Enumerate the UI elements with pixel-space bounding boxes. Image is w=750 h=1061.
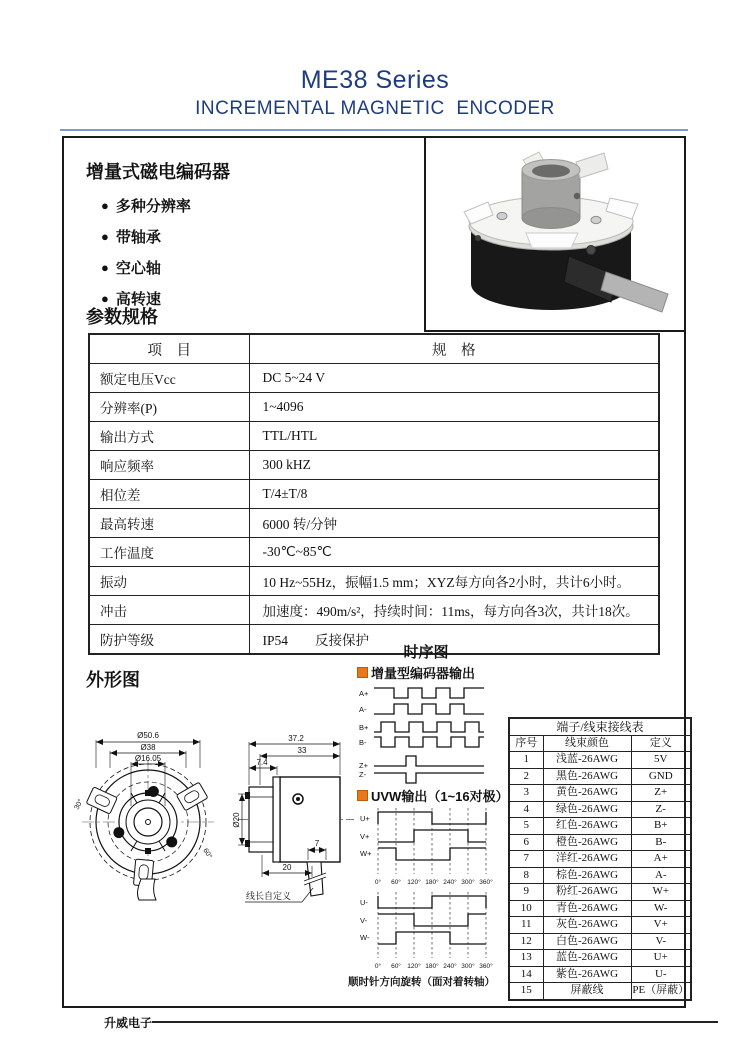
specs-table bbox=[88, 333, 660, 655]
specs-col-item: 项 目 bbox=[89, 334, 249, 364]
wiring-row bbox=[509, 801, 691, 818]
wire-no: 3 bbox=[509, 785, 543, 802]
specs-title: 参数规格 bbox=[86, 307, 158, 327]
spec-row bbox=[89, 596, 659, 625]
wire-def: V+ bbox=[631, 917, 691, 934]
wire-color: 黄色-26AWG bbox=[543, 785, 631, 802]
wire-def: U- bbox=[631, 966, 691, 983]
spec-item: 相位差 bbox=[89, 480, 249, 509]
a-plus-wave bbox=[374, 688, 484, 698]
spec-value: 加速度：490m/s²，持续时间：11ms，每方向各3次，共计18次。 bbox=[249, 596, 659, 625]
spec-row bbox=[89, 538, 659, 567]
b-plus-wave bbox=[374, 722, 484, 732]
u-plus-wave bbox=[378, 812, 486, 824]
page-subtitle: INCREMENTAL MAGNETIC ENCODER bbox=[195, 98, 555, 119]
bullet-icon: ● bbox=[101, 229, 109, 244]
wiring-row bbox=[509, 884, 691, 901]
wiring-title: 端子/线束接线表 bbox=[509, 718, 691, 735]
timing-title: 时序图 bbox=[403, 644, 449, 661]
signal-label: A- bbox=[359, 705, 367, 714]
wire-def: V- bbox=[631, 933, 691, 950]
dim-label: 7.4 bbox=[256, 758, 268, 767]
degree-tick: 180° bbox=[425, 879, 439, 886]
cable-note: 线长自定义 bbox=[246, 891, 292, 901]
wire-no: 15 bbox=[509, 983, 543, 1000]
orange-square-icon bbox=[357, 667, 368, 678]
wiring-row bbox=[509, 983, 691, 1000]
incremental-output-label: 增量型编码器输出 bbox=[357, 663, 475, 682]
outline-drawing bbox=[68, 698, 360, 910]
front-cable bbox=[138, 879, 156, 900]
body-screw-left bbox=[475, 235, 481, 241]
spec-item: 输出方式 bbox=[89, 422, 249, 451]
wiring-header-row bbox=[509, 735, 691, 752]
wire-color: 灰色-26AWG bbox=[543, 917, 631, 934]
wiring-row bbox=[509, 867, 691, 884]
flange-screw-right bbox=[591, 216, 601, 223]
wiring-row bbox=[509, 785, 691, 802]
signal-label: Z+ bbox=[359, 761, 368, 770]
wiring-row bbox=[509, 950, 691, 967]
wire-def: W+ bbox=[631, 884, 691, 901]
angle-label: 30° bbox=[73, 798, 85, 811]
dim-label: Ø16.05 bbox=[134, 754, 162, 763]
z-minus-wave bbox=[374, 773, 484, 783]
body-screw bbox=[587, 246, 596, 255]
wire-no: 13 bbox=[509, 950, 543, 967]
wire-def: U+ bbox=[631, 950, 691, 967]
wiring-row bbox=[509, 933, 691, 950]
degree-tick: 300° bbox=[461, 879, 475, 886]
signal-label: B- bbox=[359, 738, 367, 747]
wire-no: 1 bbox=[509, 752, 543, 769]
wiring-col-def: 定义 bbox=[631, 735, 691, 752]
orange-square-icon bbox=[357, 790, 368, 801]
encoder-photo bbox=[426, 138, 684, 330]
degree-tick: 240° bbox=[443, 963, 457, 970]
dim-label: 37.2 bbox=[288, 734, 304, 743]
spec-value: 10 Hz~55Hz，振幅1.5 mm；XYZ每方向各2小时，共计6小时。 bbox=[249, 567, 659, 596]
wire-color: 洋红-26AWG bbox=[543, 851, 631, 868]
header-rule bbox=[60, 129, 688, 131]
feature-item bbox=[101, 221, 191, 252]
footer-company: 升威电子 bbox=[104, 1016, 153, 1030]
wire-color: 青色-26AWG bbox=[543, 900, 631, 917]
wire-no: 7 bbox=[509, 851, 543, 868]
wire-color: 黑色-26AWG bbox=[543, 768, 631, 785]
u-minus-wave bbox=[378, 896, 486, 908]
wiring-row bbox=[509, 768, 691, 785]
intro-title: 增量式磁电编码器 bbox=[86, 162, 230, 182]
feature-label: 高转速 bbox=[115, 291, 161, 308]
wire-color: 蓝色-26AWG bbox=[543, 950, 631, 967]
wire-def: W- bbox=[631, 900, 691, 917]
signal-label: B+ bbox=[359, 723, 369, 732]
wire-color: 粉红-26AWG bbox=[543, 884, 631, 901]
wire-def: 5V bbox=[631, 752, 691, 769]
wiring-title-row bbox=[509, 718, 691, 735]
degree-tick: 60° bbox=[391, 963, 401, 970]
uvw-negative-waveforms bbox=[358, 890, 494, 972]
wire-color: 紫色-26AWG bbox=[543, 966, 631, 983]
degree-tick: 0° bbox=[374, 879, 382, 886]
degree-tick: 360° bbox=[479, 963, 493, 970]
feature-item bbox=[101, 252, 191, 283]
wire-def: PE（屏蔽） bbox=[631, 983, 691, 1000]
dim-label: Ø20 bbox=[232, 812, 241, 828]
wire-no: 10 bbox=[509, 900, 543, 917]
wire-color: 屏蔽线 bbox=[543, 983, 631, 1000]
feature-label: 多种分辨率 bbox=[115, 198, 191, 215]
wire-color: 红色-26AWG bbox=[543, 818, 631, 835]
spec-item: 额定电压Vcc bbox=[89, 364, 249, 393]
signal-label: U+ bbox=[360, 814, 370, 823]
dim-label: Ø38 bbox=[140, 743, 156, 752]
degree-tick: 300° bbox=[461, 963, 475, 970]
a-minus-wave bbox=[374, 704, 484, 714]
wire-no: 9 bbox=[509, 884, 543, 901]
angle-label: 60° bbox=[201, 847, 213, 861]
wire-def: A+ bbox=[631, 851, 691, 868]
footer-rule bbox=[152, 1021, 718, 1023]
feature-label: 带轴承 bbox=[115, 229, 161, 246]
spec-value: TTL/HTL bbox=[249, 422, 659, 451]
rotation-note: 顺时针方向旋转（面对着转轴） bbox=[348, 976, 495, 988]
set-screw bbox=[574, 193, 580, 199]
wiring-col-color: 线束颜色 bbox=[543, 735, 631, 752]
wire-color: 棕色-26AWG bbox=[543, 867, 631, 884]
signal-label: U- bbox=[360, 898, 368, 907]
wire-no: 4 bbox=[509, 801, 543, 818]
degree-axis bbox=[375, 878, 493, 886]
specs-header-row bbox=[89, 334, 659, 364]
spec-row bbox=[89, 393, 659, 422]
wire-no: 12 bbox=[509, 933, 543, 950]
bullet-icon: ● bbox=[101, 198, 109, 213]
wire-color: 白色-26AWG bbox=[543, 933, 631, 950]
wire-no: 5 bbox=[509, 818, 543, 835]
degree-tick: 180° bbox=[425, 963, 439, 970]
wire-def: B+ bbox=[631, 818, 691, 835]
spec-value: 300 kHZ bbox=[249, 451, 659, 480]
wire-def: A- bbox=[631, 867, 691, 884]
outline-title: 外形图 bbox=[86, 670, 140, 690]
wiring-row bbox=[509, 851, 691, 868]
wire-def: GND bbox=[631, 768, 691, 785]
spec-item: 冲击 bbox=[89, 596, 249, 625]
signal-label: W+ bbox=[360, 849, 372, 858]
bullet-icon: ● bbox=[101, 291, 109, 306]
spec-row bbox=[89, 480, 659, 509]
b-minus-wave bbox=[374, 737, 484, 747]
wiring-row bbox=[509, 834, 691, 851]
wire-def: B- bbox=[631, 834, 691, 851]
bullet-icon: ● bbox=[101, 260, 109, 275]
degree-axis bbox=[375, 962, 493, 970]
wiring-table bbox=[508, 717, 692, 1001]
wiring-col-no: 序号 bbox=[509, 735, 543, 752]
spec-row bbox=[89, 364, 659, 393]
dim-label: 33 bbox=[297, 746, 307, 755]
signal-label: W- bbox=[360, 933, 370, 942]
wire-no: 14 bbox=[509, 966, 543, 983]
wiring-row bbox=[509, 900, 691, 917]
spec-item: 振动 bbox=[89, 567, 249, 596]
spec-item: 防护等级 bbox=[89, 625, 249, 655]
incremental-waveforms bbox=[358, 684, 490, 788]
wiring-row bbox=[509, 752, 691, 769]
mount-tab bbox=[176, 782, 208, 811]
spec-value: T/4±T/8 bbox=[249, 480, 659, 509]
uvw-output-label: UVW输出（1~16对极） bbox=[357, 786, 509, 805]
flange-notch bbox=[526, 233, 578, 248]
spec-row bbox=[89, 422, 659, 451]
page-title: ME38 Series bbox=[300, 66, 450, 94]
spec-row bbox=[89, 509, 659, 538]
wire-color: 绿色-26AWG bbox=[543, 801, 631, 818]
feature-item bbox=[101, 190, 191, 221]
degree-tick: 240° bbox=[443, 879, 457, 886]
feature-label: 空心轴 bbox=[115, 260, 161, 277]
signal-label: V+ bbox=[360, 832, 370, 841]
spec-row bbox=[89, 451, 659, 480]
wire-def: Z- bbox=[631, 801, 691, 818]
collar-bottom bbox=[522, 208, 580, 229]
wire-color: 浅蓝-26AWG bbox=[543, 752, 631, 769]
flange-screw-left bbox=[497, 212, 507, 219]
wire-def: Z+ bbox=[631, 785, 691, 802]
wire-no: 8 bbox=[509, 867, 543, 884]
spec-item: 响应频率 bbox=[89, 451, 249, 480]
cable bbox=[601, 272, 668, 312]
degree-tick: 60° bbox=[391, 879, 401, 886]
wiring-row bbox=[509, 917, 691, 934]
feature-list bbox=[101, 190, 191, 314]
degree-tick: 360° bbox=[479, 879, 493, 886]
spec-value: IP54 反接保护 bbox=[249, 625, 659, 655]
spec-item: 工作温度 bbox=[89, 538, 249, 567]
spec-value: -30℃~85℃ bbox=[249, 538, 659, 567]
dim-label: 20 bbox=[282, 863, 292, 872]
wiring-row bbox=[509, 966, 691, 983]
wire-no: 2 bbox=[509, 768, 543, 785]
dim-label: 7 bbox=[314, 839, 320, 848]
z-plus-wave bbox=[374, 756, 484, 766]
uvw-positive-waveforms bbox=[358, 806, 494, 888]
degree-tick: 0° bbox=[374, 963, 382, 970]
wire-no: 6 bbox=[509, 834, 543, 851]
shaft-bore bbox=[532, 165, 570, 178]
spec-item: 分辨率(P) bbox=[89, 393, 249, 422]
degree-tick: 120° bbox=[407, 879, 421, 886]
wiring-row bbox=[509, 818, 691, 835]
spec-item: 最高转速 bbox=[89, 509, 249, 538]
signal-label: Z- bbox=[359, 770, 367, 779]
dim-label: Ø50.6 bbox=[137, 731, 159, 740]
degree-tick: 120° bbox=[407, 963, 421, 970]
product-photo-frame bbox=[424, 136, 686, 332]
wire-no: 11 bbox=[509, 917, 543, 934]
spec-row bbox=[89, 567, 659, 596]
signal-label: V- bbox=[360, 916, 368, 925]
clamp-tab-right bbox=[576, 153, 608, 178]
wire-color: 橙色-26AWG bbox=[543, 834, 631, 851]
spec-value: 6000 转/分钟 bbox=[249, 509, 659, 538]
spec-value: DC 5~24 V bbox=[249, 364, 659, 393]
specs-col-spec: 规 格 bbox=[249, 334, 659, 364]
spec-value: 1~4096 bbox=[249, 393, 659, 422]
signal-label: A+ bbox=[359, 689, 369, 698]
